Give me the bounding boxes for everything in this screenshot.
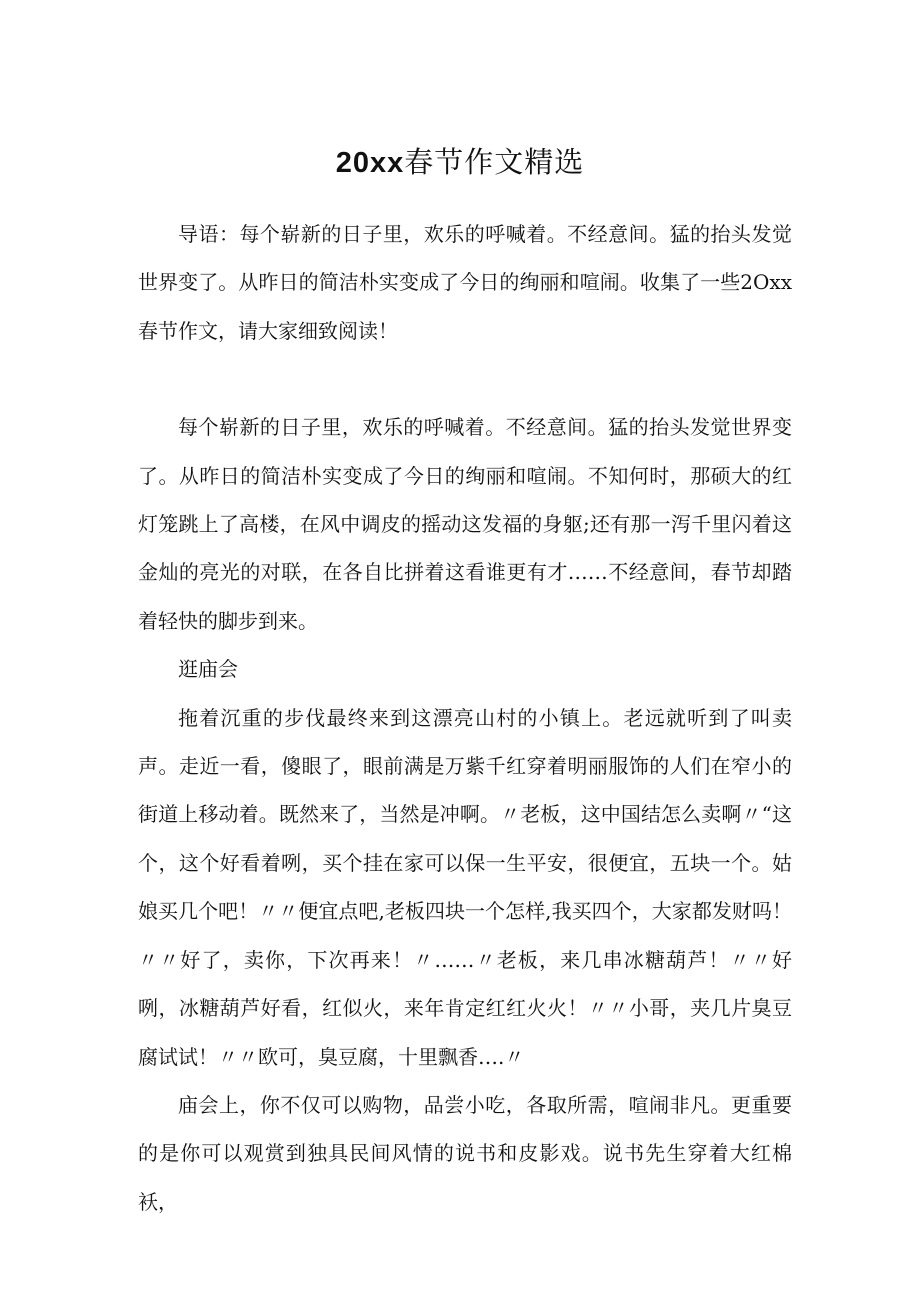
- intro-paragraph: 导语：每个崭新的日子里，欢乐的呼喊着。不经意间。猛的抬头发觉世界变了。从昨日的简洁朴实变成了今日的绚丽和喧闹。收集了一些2Oxx春节作文，请大家细致阅读！: [138, 222, 792, 343]
- body-paragraph: 每个崭新的日子里，欢乐的呼喊着。不经意间。猛的抬头发觉世界变了。从昨日的简洁朴实变成了今日的绚丽和喧闹。不知何时，那硕大的红灯笼跳上了高楼，在风中调皮的摇动这发福的身躯;还有那一泻千里闪着这金灿的亮光的对联，在各自比拼着这看谁更有才……不经意间，春节却踏着轻快的脚步到来。: [138, 415, 792, 633]
- body-paragraph: 拖着沉重的步伐最终来到这漂亮山村的小镇上。老远就听到了叫卖声。走近一看，傻眼了，眼前满是万紫千红穿着明丽服饰的人们在窄小的街道上移动着。既然来了，当然是冲啊。〃老板，这中国结怎么卖啊〃“这个，这个好看着咧，买个挂在家可以保一生平安，很便宜，五块一个。姑娘买几个吧！〃〃便宜点吧,老板四块一个怎样,我买四个，大家都发财吗！〃〃好了，卖你，下次再来！〃……〃老板，来几串冰糖葫芦！〃〃好咧，冰糖葫芦好看，红似火，来年肯定红红火火！〃〃小哥，夹几片臭豆腐试试！〃〃欧可，臭豆腐，十里飘香….〃: [138, 705, 792, 1069]
- body-paragraph: 庙会上，你不仅可以购物，品尝小吃，各取所需，喧闹非凡。更重要的是你可以观赏到独具民间风情的说书和皮影戏。说书先生穿着大红棉袄，: [138, 1092, 792, 1214]
- document-body: [138, 210, 792, 1226]
- document-title: [0, 140, 920, 185]
- title-year: 20xx: [335, 147, 405, 179]
- title-text: 春节作文精选: [404, 145, 585, 179]
- section-heading: 逛庙会: [178, 657, 238, 682]
